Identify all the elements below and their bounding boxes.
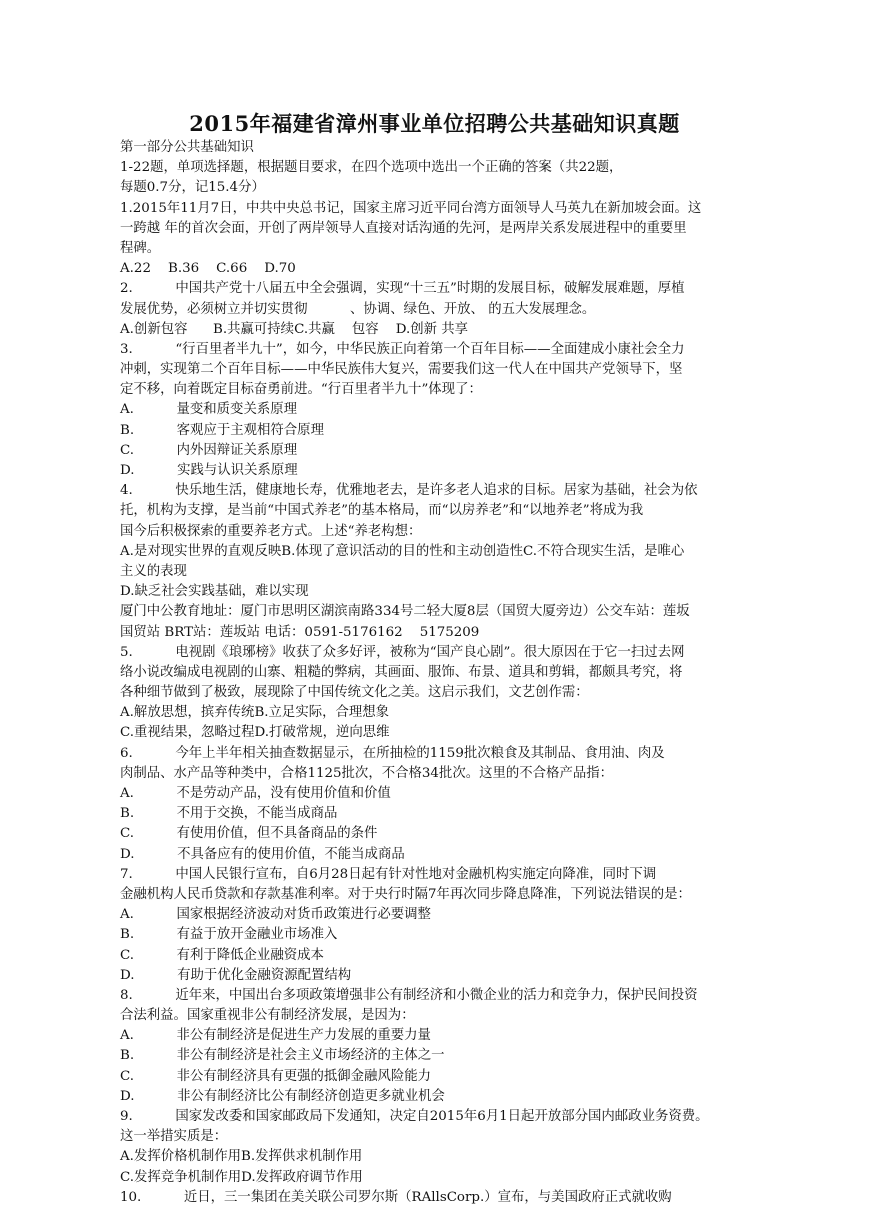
text-line: C.重视结果，忽略过程D.打破常规，逆向思维	[120, 725, 390, 741]
text-line: 肉制品、水产品等种类中，合格1125批次，不合格34批次。这里的不合格产品指：	[120, 765, 614, 781]
text-line: C. 内外因辩证关系原理	[120, 442, 298, 458]
text-line: 6. 今年上半年相关抽查数据显示，在所抽检的1159批次粮食及其制品、食用油、肉及	[120, 745, 665, 761]
text-line: 7. 中国人民银行宣布，自6月28日起有针对性地对金融机构实施定向降准，同时下调	[120, 866, 657, 882]
text-line: D.缺乏社会实践基础，难以实现	[120, 584, 309, 600]
text-line: 2. 中国共产党十八届五中全会强调，实现“十三五”时期的发展目标，破解发展难题，厚植	[120, 281, 685, 297]
text-line: 金融机构人民币贷款和存款基准利率。对于央行时隔7年再次同步降息降准，下列说法错误的是：	[120, 886, 691, 902]
text-line: B. 非公有制经济是社会主义市场经济的主体之一	[120, 1048, 445, 1064]
text-line: 这一举措实质是：	[120, 1129, 228, 1145]
text-line: 10. 近日，三一集团在美关联公司罗尔斯（RAllsCorp.）宣布，与美国政府正式就收购	[120, 1189, 672, 1205]
text-line: 1-22题，单项选择题，根据题目要求，在四个选项中选出一个正确的答案（共22题，	[120, 160, 623, 176]
text-line: D. 非公有制经济比公有制经济创造更多就业机会	[120, 1088, 445, 1104]
text-line: B. 客观应于主观相符合原理	[120, 422, 324, 438]
text-line: 5. 电视剧《琅琊榜》收获了众多好评，被称为“国产良心剧”。很大原因在于它一扫过去网	[120, 644, 685, 660]
text-line: B. 不用于交换，不能当成商品	[120, 806, 338, 822]
text-line: 定不移，向着既定目标奋勇前进。“行百里者半九十”体现了：	[120, 382, 482, 398]
text-line: A. 不是劳动产品，没有使用价值和价值	[120, 786, 391, 801]
text-line: A.是对现实世界的直观反映B.体现了意识活动的目的性和主动创造性C.不符合现实生活，是唯心	[120, 543, 685, 559]
document-title: 2015年福建省漳州事业单位招聘公共基础知识真题	[189, 111, 680, 136]
text-line: 国贸站 BRT站：莲坂站 电话：0591-5176162 5175209	[120, 624, 480, 640]
text-line: B. 有益于放开金融业市场准入	[120, 927, 338, 943]
text-line: 络小说改编成电视剧的山寨、粗糙的弊病，其画面、服饰、布景、道具和剪辑，都颇具考究，将	[120, 664, 683, 680]
text-line: 程碑。	[120, 240, 161, 256]
text-line: D. 有助于优化金融资源配置结构	[120, 967, 352, 983]
text-line: D. 不具备应有的使用价值，不能当成商品	[120, 846, 405, 862]
text-line: 托，机构为支撑，是当前“中国式养老”的基本格局，而“以房养老”和“以地养老”将成为我	[120, 503, 644, 519]
text-line: 国今后积极探索的重要养老方式。上述“养老构想：	[120, 523, 422, 539]
text-line: D. 实践与认识关系原理	[120, 463, 298, 478]
text-line: 发展优势，必须树立并切实贯彻 、协调、绿色、开放、 的五大发展理念。	[120, 301, 596, 317]
text-line: A. 非公有制经济是促进生产力发展的重要力量	[120, 1028, 431, 1044]
document-body	[120, 138, 780, 1208]
text-line: 合法利益。国家重视非公有制经济发展，是因为：	[120, 1008, 415, 1024]
text-line: C. 非公有制经济具有更强的抵御金融风险能力	[120, 1068, 432, 1084]
text-line: 3. “行百里者半九十”，如今，中华民族正向着第一个百年目标——全面建成小康社会全力	[120, 341, 685, 357]
text-line: A. 国家根据经济波动对货币政策进行必要调整	[120, 907, 431, 923]
text-line: C. 有使用价值，但不具备商品的条件	[120, 826, 378, 842]
text-line: A.创新包容 B.共赢可持续C.共赢 包容 D.创新 共享	[120, 321, 469, 337]
text-line: A.解放思想，摈弃传统B.立足实际，合理想象	[120, 705, 390, 721]
text-line: A.发挥价格机制作用B.发挥供求机制作用	[120, 1149, 363, 1165]
text-line: 一跨越 年的首次会面，开创了两岸领导人直接对话沟通的先河，是两岸关系发展进程中的重要里	[120, 220, 687, 236]
text-line: 8. 近年来，中国出台多项政策增强非公有制经济和小微企业的活力和竞争力，保护民间投资	[120, 987, 698, 1003]
text-line: C.发挥竞争机制作用D.发挥政府调节作用	[120, 1169, 363, 1185]
text-line: C. 有利于降低企业融资成本	[120, 947, 324, 963]
text-line: 主义的表现	[120, 563, 187, 579]
text-line: 9. 国家发改委和国家邮政局下发通知，决定自2015年6月1日起开放部分国内邮政业务资费。	[120, 1109, 709, 1124]
text-line: 4. 快乐地生活，健康地长寿，优雅地老去，是许多老人追求的目标。居家为基础，社会为依	[120, 483, 698, 499]
text-line: A. 量变和质变关系原理	[120, 402, 298, 418]
text-line: A.22 B.36 C.66 D.70	[120, 261, 296, 277]
text-line: 厦门中公教育地址：厦门市思明区湖滨南路334号二轻大厦8层（国贸大厦旁边）公交车站：莲坂	[120, 604, 690, 620]
text-line: 每题0.7分，记15.4分）	[120, 180, 265, 196]
text-line: 1.2015年11月7日，中共中央总书记，国家主席习近平同台湾方面领导人马英九在新加坡会面。这	[120, 200, 702, 216]
text-line: 冲刺，实现第二个百年目标——中华民族伟大复兴，需要我们这一代人在中国共产党领导下，坚	[120, 362, 683, 378]
text-line: 各种细节做到了极致，展现除了中国传统文化之美。这启示我们，文艺创作需：	[120, 685, 589, 701]
text-line: 第一部分公共基础知识	[120, 140, 254, 155]
